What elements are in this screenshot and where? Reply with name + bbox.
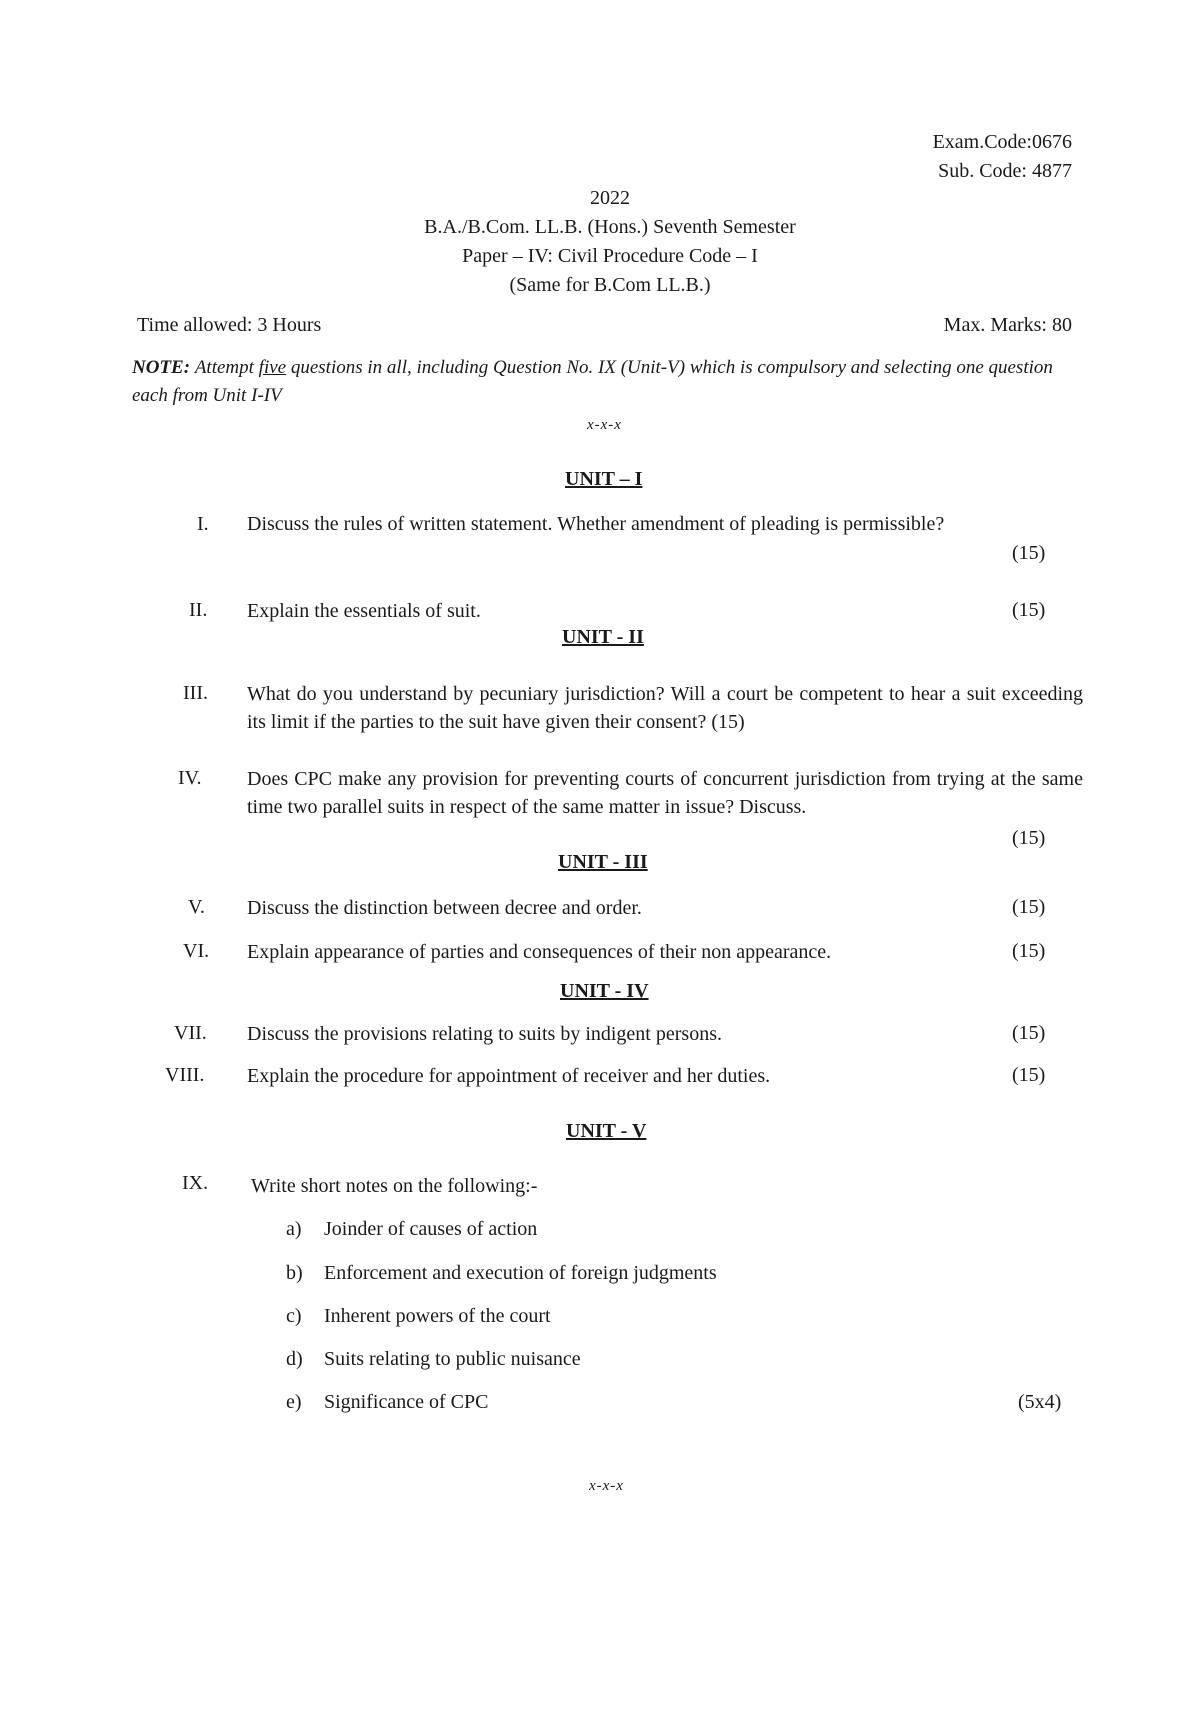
question-marks: (15)	[1012, 827, 1046, 849]
paper-title: Paper – IV: Civil Procedure Code – I	[462, 245, 758, 267]
instructions-note	[132, 354, 1092, 410]
question-marks: (15)	[1012, 940, 1046, 962]
subpart-label: e)	[286, 1391, 302, 1413]
exam-codes	[933, 128, 1072, 186]
unit-5-heading: UNIT - V	[566, 1120, 647, 1142]
unit-1-heading: UNIT – I	[565, 468, 643, 490]
note-text-before: Attempt	[194, 357, 259, 378]
question-text: Discuss the distinction between decree and order.	[247, 897, 642, 919]
subpart-label: a)	[286, 1218, 302, 1240]
subpart-text: Significance of CPC	[324, 1391, 489, 1413]
separator-bottom: x-x-x	[589, 1478, 624, 1494]
question-text: Explain the essentials of suit.	[247, 600, 481, 622]
question-text: Does CPC make any provision for preventing courts of concurrent jurisdiction from trying at the same time two parallel suits in respect of the same matter in issue? Discuss.	[247, 768, 1083, 818]
question-marks: (15)	[1012, 1064, 1046, 1086]
question-marks: (15)	[1012, 542, 1046, 564]
question-marks: (15)	[1012, 599, 1046, 621]
question-number: V.	[188, 896, 205, 918]
question-text: What do you understand by pecuniary jurisdiction? Will a court be competent to hear a suit exceeding its limit if the parties to the suit have given their consent? (15)	[247, 683, 1083, 733]
question-number: I.	[197, 513, 209, 535]
time-allowed: Time allowed: 3 Hours	[137, 314, 322, 336]
title-block	[0, 184, 1200, 300]
subpart-text: Joinder of causes of action	[324, 1218, 538, 1240]
question-marks: (15)	[1012, 896, 1046, 918]
question-text: Write short notes on the following:-	[251, 1175, 538, 1197]
question-number: III.	[183, 682, 208, 704]
unit-3-heading: UNIT - III	[558, 851, 648, 873]
question-text: Explain appearance of parties and consequences of their non appearance.	[247, 941, 832, 963]
question-number: IX.	[182, 1172, 209, 1194]
subpart-label: d)	[286, 1348, 303, 1370]
subpart-text: Enforcement and execution of foreign judgments	[324, 1262, 717, 1284]
note-text-after: questions in all, including Question No. IX (Unit-V) which is compulsory and selecting one question each from Unit I-IV	[132, 357, 1053, 406]
note-label: NOTE:	[132, 357, 191, 378]
max-marks: Max. Marks: 80	[943, 314, 1072, 336]
subject-code: Sub. Code: 4877	[938, 160, 1072, 182]
question-number: VII.	[174, 1022, 207, 1044]
subparts-marks: (5x4)	[1018, 1391, 1062, 1413]
question-marks: (15)	[1012, 1022, 1046, 1044]
question-text: Explain the procedure for appointment of receiver and her duties.	[247, 1065, 771, 1087]
question-text: Discuss the rules of written statement. Whether amendment of pleading is permissible?	[247, 513, 945, 535]
note-emphasis: five	[258, 357, 287, 378]
exam-year: 2022	[590, 187, 630, 209]
question-text: Discuss the provisions relating to suits by indigent persons.	[247, 1023, 722, 1045]
question-number: VI.	[183, 940, 210, 962]
subpart-text: Inherent powers of the court	[324, 1305, 551, 1327]
question-number: II.	[189, 599, 208, 621]
exam-code: Exam.Code:0676	[932, 131, 1072, 153]
subpart-label: c)	[286, 1305, 302, 1327]
question-number: IV.	[178, 767, 202, 789]
separator-top: x-x-x	[587, 417, 622, 433]
subpart-label: b)	[286, 1262, 303, 1284]
same-for-note: (Same for B.Com LL.B.)	[509, 274, 711, 296]
program-title: B.A./B.Com. LL.B. (Hons.) Seventh Semester	[424, 216, 796, 238]
subpart-text: Suits relating to public nuisance	[324, 1348, 581, 1370]
question-number: VIII.	[165, 1064, 205, 1086]
unit-2-heading: UNIT - II	[562, 626, 644, 648]
unit-4-heading: UNIT - IV	[560, 980, 649, 1002]
